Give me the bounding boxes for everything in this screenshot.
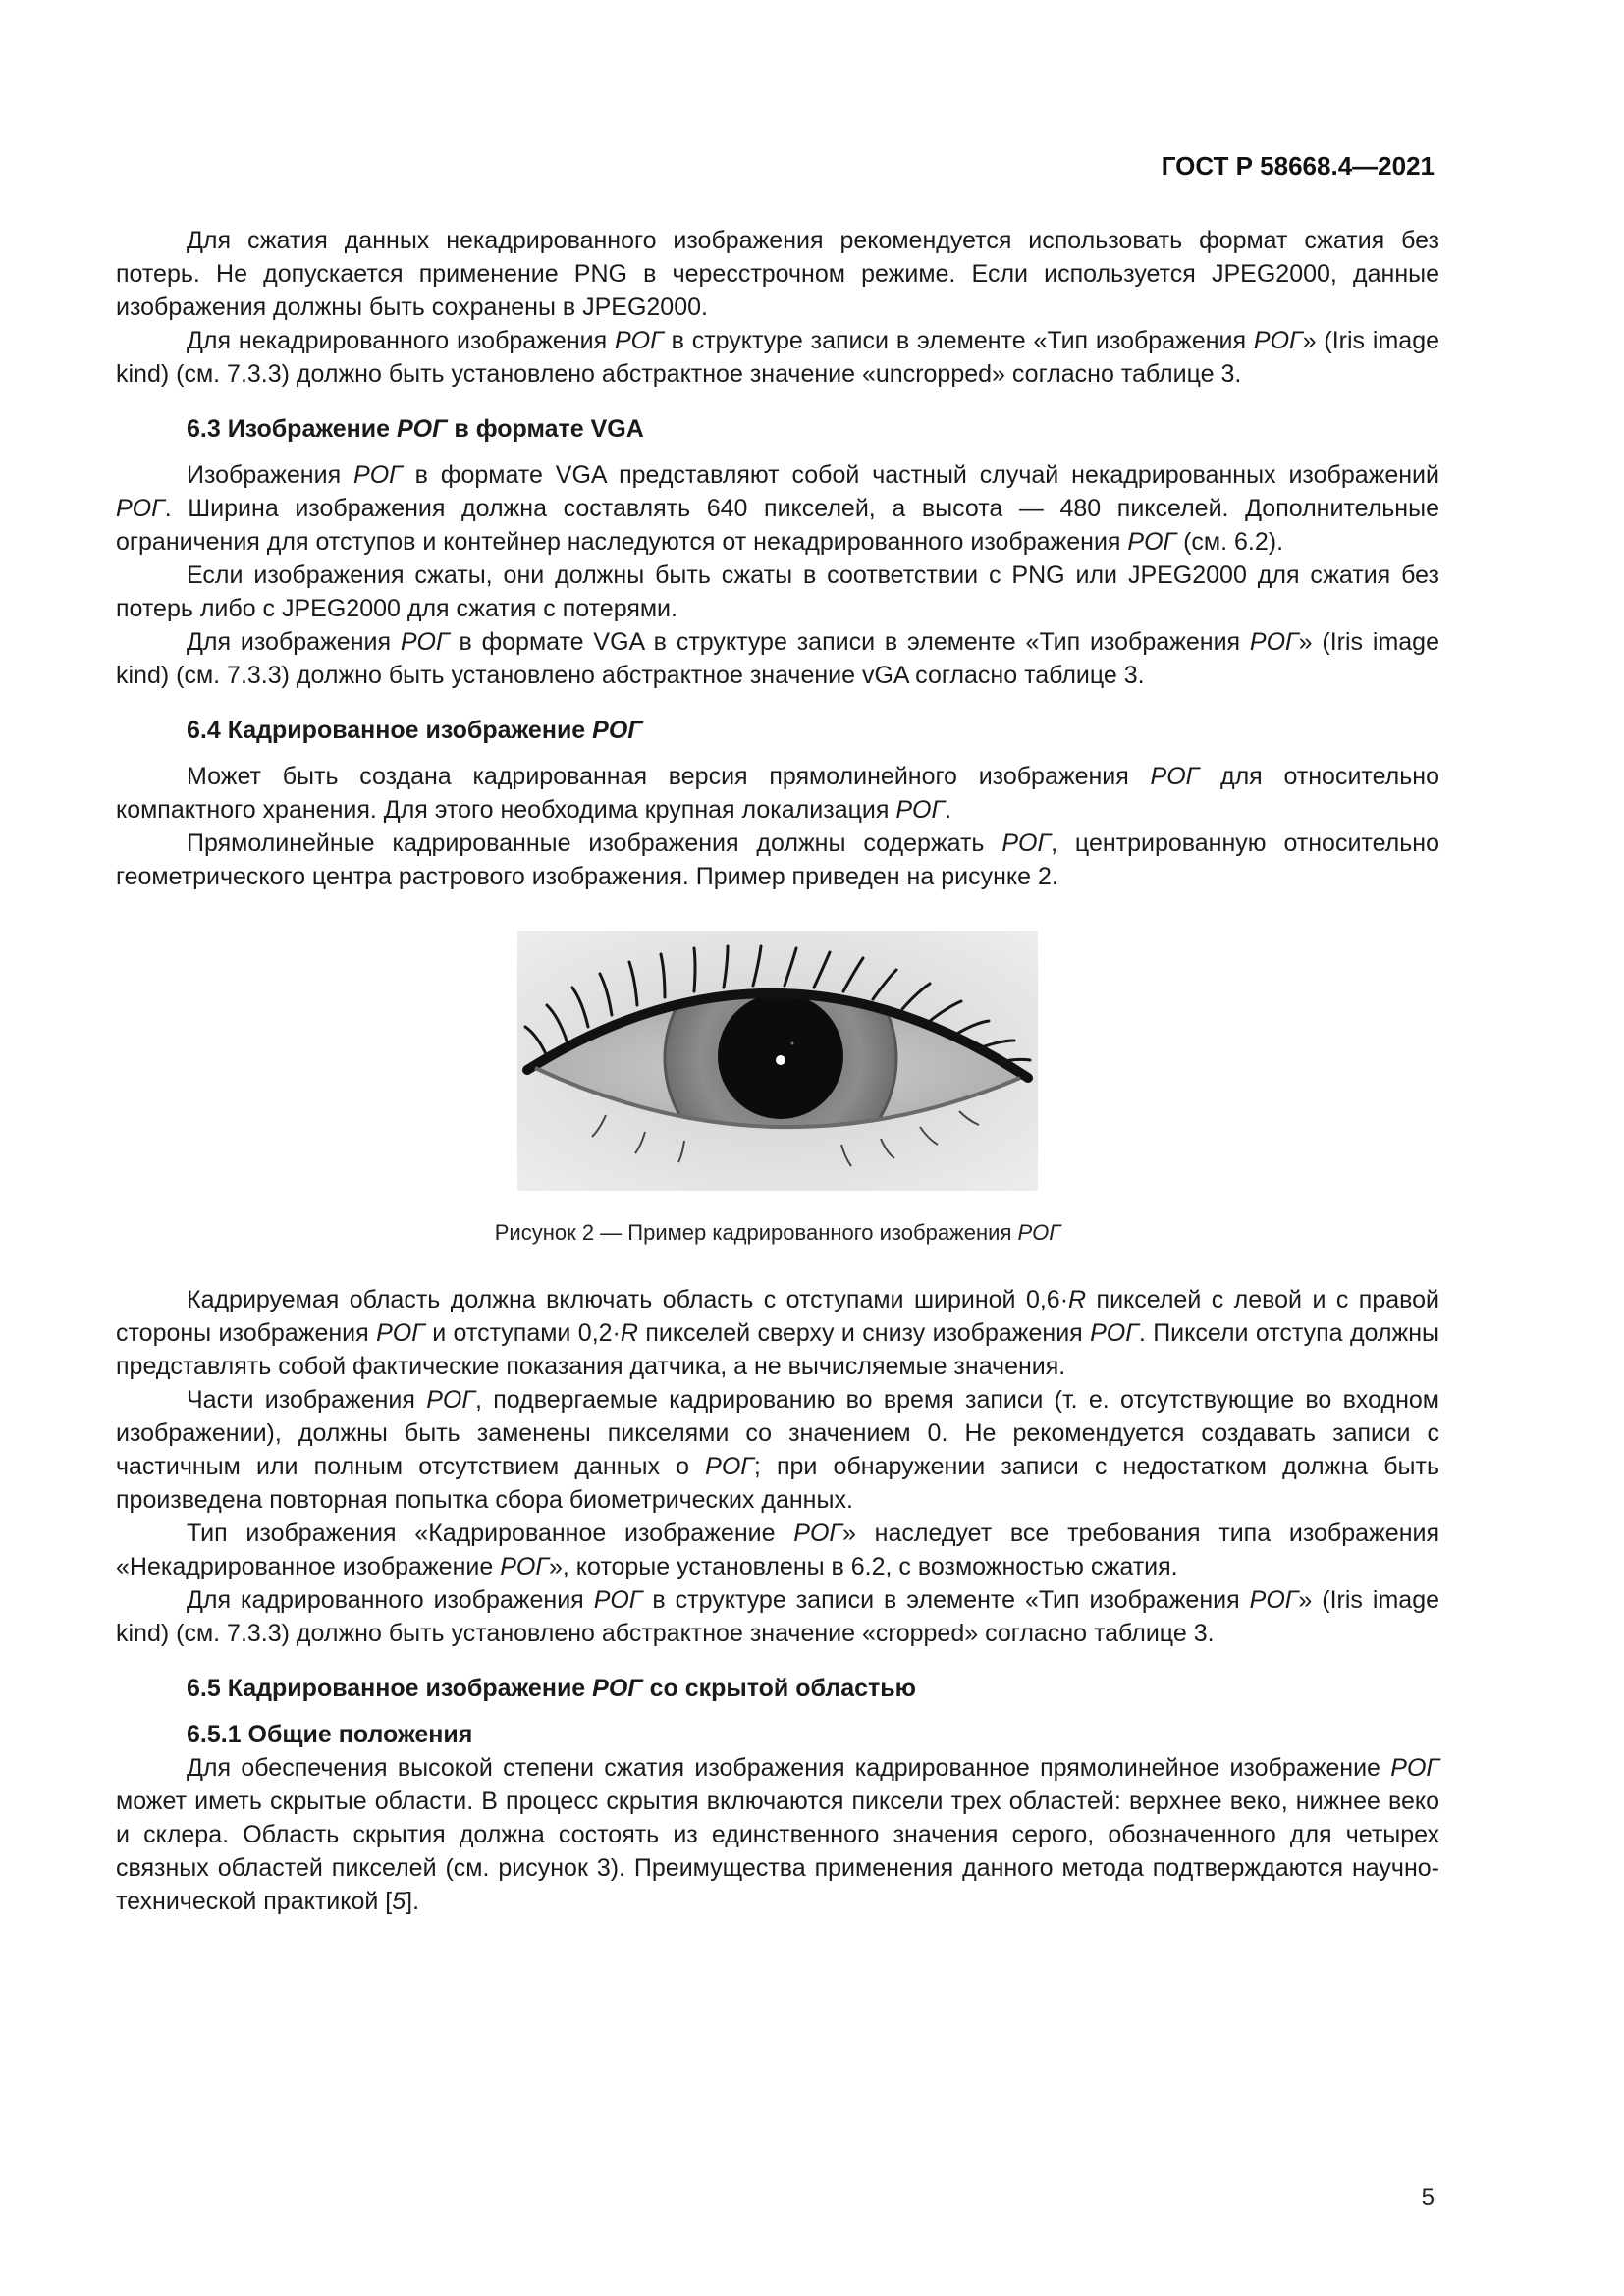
paragraph: Для сжатия данных некадрированного изображения рекомендуется использовать формат сжатия без потерь. Не допускается применение PNG в чересстрочном режиме. Если используется JPEG2000, данные изображения должны быть сохранены в JPEG2000. <box>116 227 1439 321</box>
paragraph: Тип изображения «Кадрированное изображение РОГ» наследует все требования типа изображения «Некадрированное изображение РОГ», которые установлены в 6.2, с возможностью сжатия. <box>116 1520 1439 1580</box>
paragraph: Для изображения РОГ в формате VGA в структуре записи в элементе «Тип изображения РОГ» (Iris image kind) (см. 7.3.3) должно быть установлено абстрактное значение vGA согласно таблице 3. <box>116 628 1439 689</box>
paragraph: Кадрируемая область должна включать область с отступами шириной 0,6·R пикселей с левой и с правой стороны изображения РОГ и отступами 0,2·R пикселей сверху и снизу изображения РОГ. Пиксели отступа должны представлять собой фактические показания датчика, а не вычисляемые значения. <box>116 1286 1440 1380</box>
page-content <box>116 224 1439 1918</box>
paragraph: Может быть создана кадрированная версия прямолинейного изображения РОГ для относительно компактного хранения. Для этого необходима крупная локализация РОГ. <box>116 763 1439 824</box>
paragraph: Если изображения сжаты, они должны быть сжаты в соответствии с PNG или JPEG2000 для сжатия без потерь либо с JPEG2000 для сжатия с потерями. <box>116 561 1439 622</box>
page-number: 5 <box>1421 2184 1435 2211</box>
section-heading-6-3: 6.3 Изображение РОГ в формате VGA <box>187 415 644 443</box>
document-code: ГОСТ Р 58668.4—2021 <box>1161 151 1435 181</box>
paragraph: Части изображения РОГ, подвергаемые кадрированию во время записи (т. е. отсутствующие во входном изображении), должны быть заменены пикселями со значением 0. Не рекомендуется создавать записи с частичным или полным отсутствием данных о РОГ; при обнаружении записи с недостатком должна быть произведена повторная попытка сбора биометрических данных. <box>116 1386 1439 1514</box>
eye-image <box>517 931 1038 1191</box>
figure-2 <box>116 931 1439 1191</box>
section-heading-6-4: 6.4 Кадрированное изображение РОГ <box>187 717 643 744</box>
paragraph: Изображения РОГ в формате VGA представляют собой частный случай некадрированных изображений РОГ. Ширина изображения должна составлять 640 пикселей, а высота — 480 пикселей. Дополнительные ограничения для отступов и контейнер наследуются от некадрированного изображения РОГ (см. 6.2). <box>116 461 1439 556</box>
paragraph: Для некадрированного изображения РОГ в структуре записи в элементе «Тип изображения РОГ» (Iris image kind) (см. 7.3.3) должно быть установлено абстрактное значение «uncropped» согласно таблице 3. <box>116 327 1439 388</box>
figure-caption: Рисунок 2 — Пример кадрированного изображения РОГ <box>494 1220 1061 1245</box>
subsection-heading-6-5-1: 6.5.1 Общие положения <box>187 1721 473 1748</box>
paragraph: Для кадрированного изображения РОГ в структуре записи в элементе «Тип изображения РОГ» (Iris image kind) (см. 7.3.3) должно быть установлено абстрактное значение «cropped» согласно таблице 3. <box>116 1586 1439 1647</box>
section-heading-6-5: 6.5 Кадрированное изображение РОГ со скрытой областью <box>187 1675 916 1702</box>
paragraph: Для обеспечения высокой степени сжатия изображения кадрированное прямолинейное изображение РОГ может иметь скрытые области. В процесс скрытия включаются пиксели трех областей: верхнее веко, нижнее веко и склера. Область скрытия должна состоять из единственного значения серого, обозначенного для четырех связных областей пикселей (см. рисунок 3). Преимущества применения данного метода подтверждаются научно-технической практикой [5]. <box>116 1754 1439 1915</box>
paragraph: Прямолинейные кадрированные изображения должны содержать РОГ, центрированную относительно геометрического центра растрового изображения. Пример приведен на рисунке 2. <box>116 829 1439 890</box>
